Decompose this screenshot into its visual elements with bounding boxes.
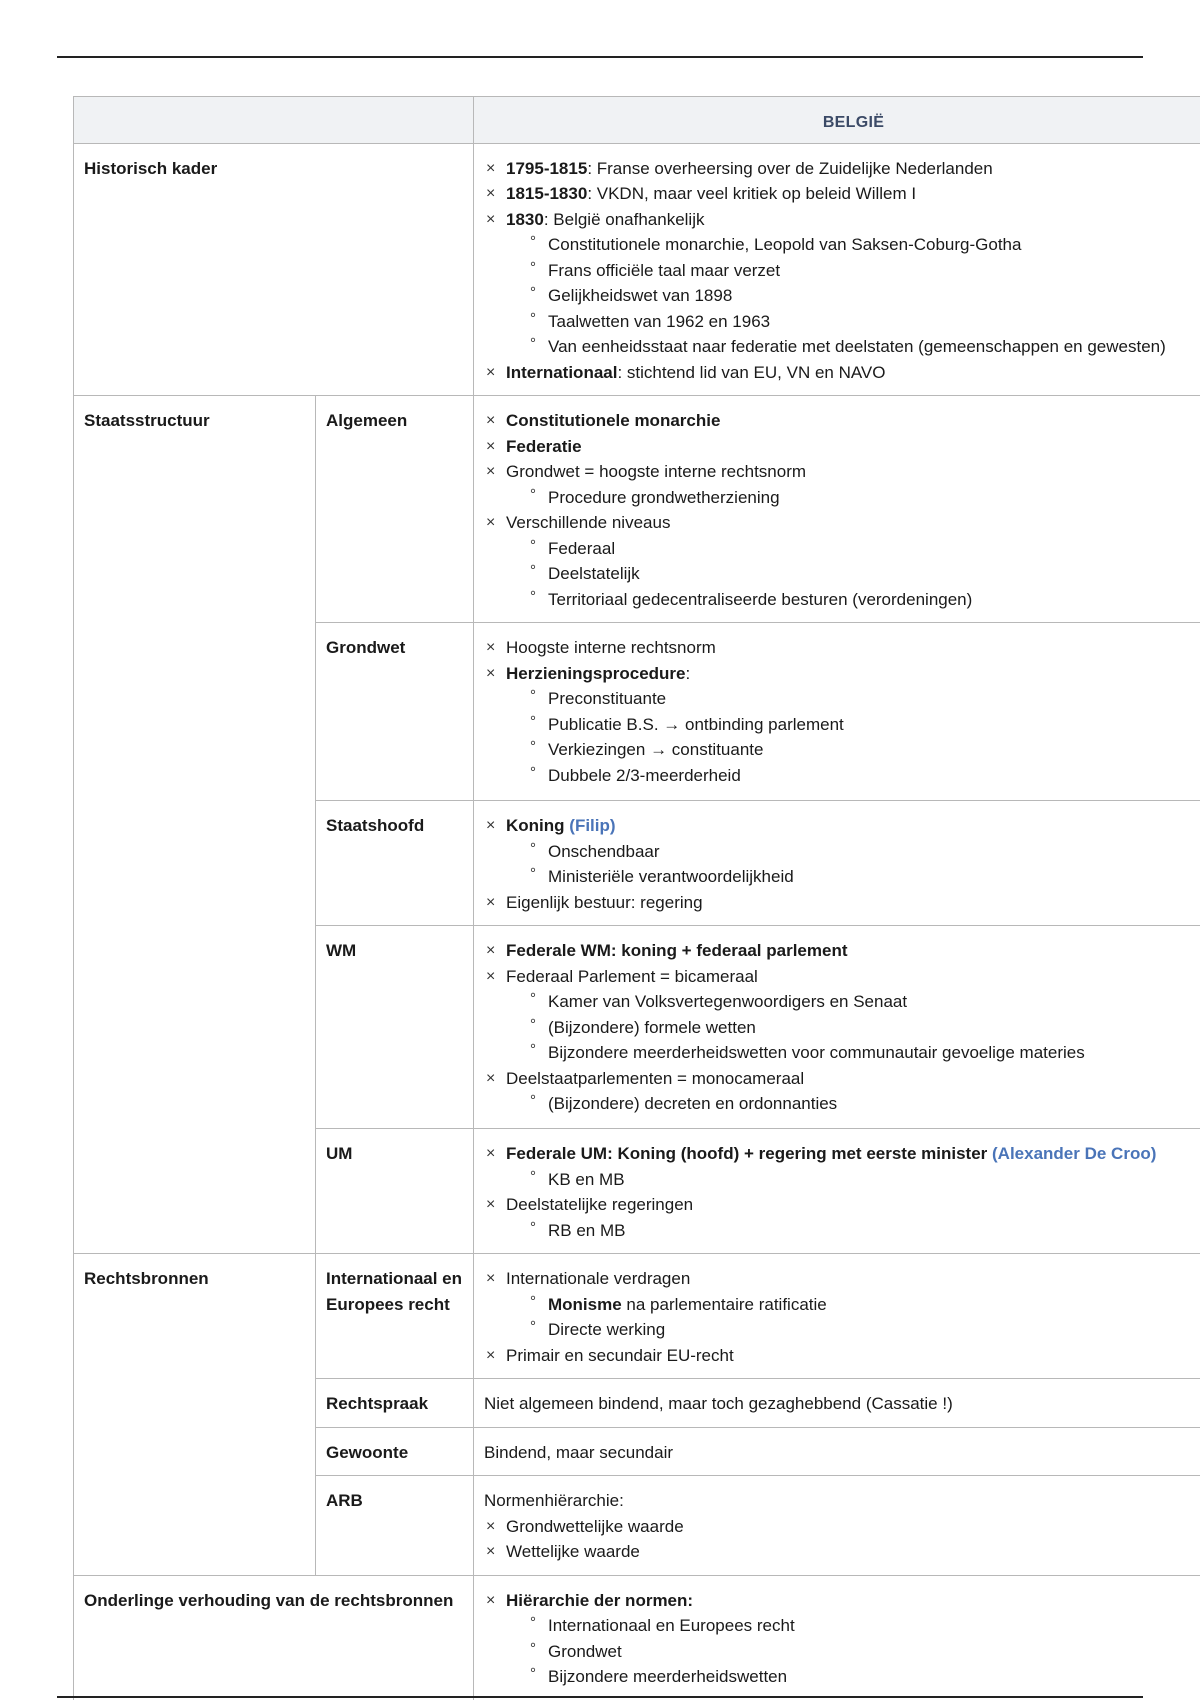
table-header-row [74, 97, 1200, 144]
list-item: × Hiërarchie der normen: ° Internationaal en Europees recht ° Grondwet ° Bijzondere meerderheidswetten [484, 1588, 1200, 1690]
content-internationaal [474, 1254, 1200, 1379]
list-item: × Federatie [484, 434, 1200, 460]
label-staatshoofd: Staatshoofd [316, 801, 474, 926]
sub-list-item: ° Preconstituante [526, 686, 1200, 712]
sub-list-item: ° Grondwet [526, 1639, 1200, 1665]
sub-list-item: ° Monisme na parlementaire ratificatie [526, 1292, 1200, 1318]
list-item: × Grondwet = hoogste interne rechtsnorm ° Procedure grondwetherziening [484, 459, 1200, 510]
sub-list-item: ° Ministeriële verantwoordelijkheid [526, 864, 1200, 890]
header-blank-cell [74, 97, 474, 144]
label-um: UM [316, 1129, 474, 1254]
list-item: × Federale WM: koning + federaal parlement [484, 938, 1200, 964]
content-gewoonte: Bindend, maar secundair [474, 1427, 1200, 1476]
footer-rule [57, 1696, 1143, 1698]
list-item: × Hoogste interne rechtsnorm [484, 635, 1200, 661]
sub-list-item: ° RB en MB [526, 1218, 1200, 1244]
list-item: × 1795-1815: Franse overheersing over de Zuidelijke Nederlanden [484, 156, 1200, 182]
sub-list-item: ° KB en MB [526, 1167, 1200, 1193]
content-algemeen [474, 396, 1200, 623]
list-item: × Deelstatelijke regeringen ° RB en MB [484, 1192, 1200, 1243]
sub-list-item: ° Federaal [526, 536, 1200, 562]
list-item: × Primair en secundair EU-recht [484, 1343, 1200, 1369]
sub-list-item: ° Bijzondere meerderheidswetten voor communautair gevoelige materies [526, 1040, 1200, 1066]
sub-list-item: ° Internationaal en Europees recht [526, 1613, 1200, 1639]
sub-list-item: ° Territoriaal gedecentraliseerde besturen (verordeningen) [526, 587, 1200, 613]
sub-list-item: ° Onschendbaar [526, 839, 1200, 865]
row-onderlinge-verhouding [74, 1575, 1200, 1700]
content-rechtspraak: Niet algemeen bindend, maar toch gezaghebbend (Cassatie !) [474, 1379, 1200, 1428]
list-item: × Verschillende niveaus ° Federaal ° Deelstatelijk ° Territoriaal gedecentraliseerde besturen (verordeningen) [484, 510, 1200, 612]
row-rechtsbronnen-internationaal [74, 1254, 1200, 1379]
sub-list-item: ° Van eenheidsstaat naar federatie met deelstaten (gemeenschappen en gewesten) [526, 334, 1200, 360]
sub-list-item: ° Dubbele 2/3-meerderheid [526, 763, 1200, 789]
content-grondwet [474, 623, 1200, 801]
list-item: × Grondwettelijke waarde [484, 1514, 1200, 1540]
label-grondwet: Grondwet [316, 623, 474, 801]
label-algemeen: Algemeen [316, 396, 474, 623]
header-rule [57, 56, 1143, 58]
sub-list-item: ° (Bijzondere) decreten en ordonnanties [526, 1091, 1200, 1117]
label-arb: ARB [316, 1476, 474, 1576]
label-rechtspraak: Rechtspraak [316, 1379, 474, 1428]
list-item: × Internationaal: stichtend lid van EU, VN en NAVO [484, 360, 1200, 386]
content-arb [474, 1476, 1200, 1576]
sub-list-item: ° Bijzondere meerderheidswetten [526, 1664, 1200, 1690]
sub-list-item: ° Procedure grondwetherziening [526, 485, 1200, 511]
label-rechtsbronnen: Rechtsbronnen [74, 1254, 316, 1576]
row-historisch-kader [74, 143, 1200, 396]
header-country: BELGIË [474, 97, 1200, 144]
content-staatshoofd [474, 801, 1200, 926]
list-item: × Eigenlijk bestuur: regering [484, 890, 1200, 916]
list-item: × Federale UM: Koning (hoofd) + regering met eerste minister (Alexander De Croo) ° KB en MB [484, 1141, 1200, 1192]
list-item: × Wettelijke waarde [484, 1539, 1200, 1565]
sub-list-item: ° Deelstatelijk [526, 561, 1200, 587]
label-gewoonte: Gewoonte [316, 1427, 474, 1476]
list-item: × Internationale verdragen ° Monisme na parlementaire ratificatie ° Directe werking [484, 1266, 1200, 1343]
label-historisch-kader: Historisch kader [74, 143, 474, 396]
list-item: × Constitutionele monarchie [484, 408, 1200, 434]
sub-list-item: ° (Bijzondere) formele wetten [526, 1015, 1200, 1041]
list-item: × 1815-1830: VKDN, maar veel kritiek op beleid Willem I [484, 181, 1200, 207]
list-item: × Koning (Filip) ° Onschendbaar ° Ministeriële verantwoordelijkheid [484, 813, 1200, 890]
label-wm: WM [316, 926, 474, 1129]
comparison-table [73, 96, 1200, 1700]
sub-list-item: ° Gelijkheidswet van 1898 [526, 283, 1200, 309]
label-onderlinge-verhouding: Onderlinge verhouding van de rechtsbronnen [74, 1575, 474, 1700]
label-internationaal-europees-recht: Internationaal en Europees recht [316, 1254, 474, 1379]
list-item: × Herzieningsprocedure: ° Preconstituante ° Publicatie B.S. → ontbinding parlement ° Verkiezingen → constituante ° Dubbele 2/3-meerderheid [484, 661, 1200, 789]
content-um [474, 1129, 1200, 1254]
comparison-table-container [73, 96, 1200, 1700]
content-onderlinge-verhouding [474, 1575, 1200, 1700]
sub-list-item: ° Taalwetten van 1962 en 1963 [526, 309, 1200, 335]
content-historisch-kader [474, 143, 1200, 396]
sub-list-item: ° Directe werking [526, 1317, 1200, 1343]
label-staatsstructuur: Staatsstructuur [74, 396, 316, 1254]
content-wm [474, 926, 1200, 1129]
row-staatsstructuur-algemeen [74, 396, 1200, 623]
sub-list-item: ° Verkiezingen → constituante [526, 737, 1200, 763]
list-item: × Federaal Parlement = bicameraal ° Kamer van Volksvertegenwoordigers en Senaat ° (Bijzondere) formele wetten ° Bijzondere meerderheidswetten voor communautair gevoelige materies [484, 964, 1200, 1066]
list-item: × Deelstaatparlementen = monocameraal ° (Bijzondere) decreten en ordonnanties [484, 1066, 1200, 1117]
list-item: × 1830: België onafhankelijk ° Constitutionele monarchie, Leopold van Saksen-Coburg-Gotha ° Frans officiële taal maar verzet ° Gelijkheidswet van 1898 ° Taalwetten van 1962 en 1963 ° Van eenheidsstaat naar federatie met deelstaten (gemeenschappen en gewesten) [484, 207, 1200, 360]
sub-list-item: ° Constitutionele monarchie, Leopold van Saksen-Coburg-Gotha [526, 232, 1200, 258]
sub-list-item: ° Frans officiële taal maar verzet [526, 258, 1200, 284]
sub-list-item: ° Publicatie B.S. → ontbinding parlement [526, 712, 1200, 738]
sub-list-item: ° Kamer van Volksvertegenwoordigers en Senaat [526, 989, 1200, 1015]
arb-intro: Normenhiërarchie: [484, 1491, 624, 1510]
